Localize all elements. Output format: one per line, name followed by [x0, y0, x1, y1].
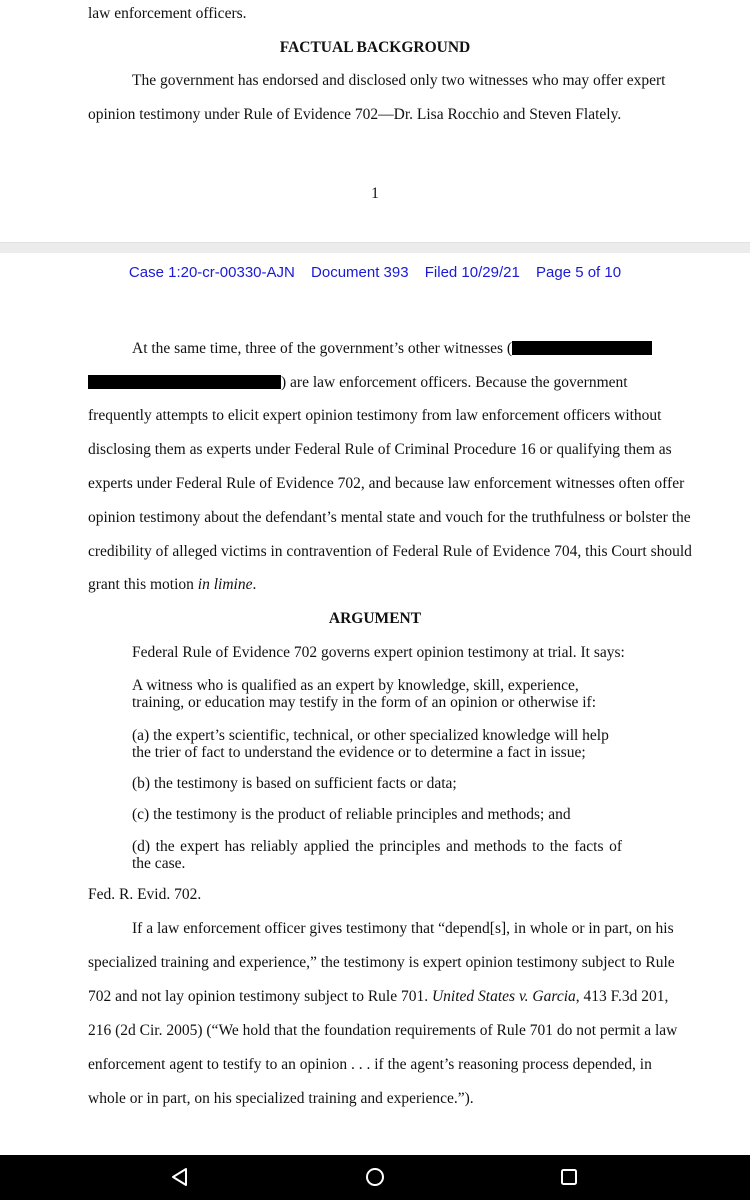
block-quote-item-b: (b) the testimony is based on sufficient facts or data; — [132, 775, 457, 792]
block-quote-item-d: (d) the expert has reliably applied the principles and methods to the facts of the case. — [132, 838, 622, 872]
case-citation: United States v. Garcia — [431, 988, 576, 1005]
paragraph-line: grant this motion in limine. — [88, 576, 257, 593]
paragraph-line: opinion testimony about the defendant’s mental state and vouch for the truthfulness or bolster the — [88, 509, 691, 526]
paragraph-line: credibility of alleged victims in contravention of Federal Rule of Evidence 704, this Court should — [88, 543, 692, 560]
document-number: Document 393 — [311, 264, 409, 281]
navigation-bar — [0, 1155, 750, 1200]
page-number: 1 — [371, 185, 379, 202]
triangle-back-icon — [170, 1167, 190, 1187]
paragraph-line: At the same time, three of the government’s other witnesses ( — [132, 340, 652, 358]
citation: Fed. R. Evid. 702. — [88, 886, 202, 903]
home-button[interactable] — [345, 1155, 405, 1200]
paragraph-line: frequently attempts to elicit expert opinion testimony from law enforcement officers without — [88, 407, 662, 424]
circle-home-icon — [365, 1167, 385, 1187]
case-header — [0, 264, 750, 281]
redaction-block — [512, 341, 652, 355]
paragraph-line: The government has endorsed and disclosed only two witnesses who may offer expert — [132, 72, 666, 89]
case-number: Case 1:20-cr-00330-AJN — [128, 264, 295, 281]
filed-date: Filed 10/29/21 — [424, 264, 520, 281]
square-recents-icon — [559, 1167, 579, 1187]
page-indicator: Page 5 of 10 — [536, 264, 622, 281]
paragraph-line: whole or in part, on his specialized training and experience.”). — [88, 1090, 474, 1107]
back-button[interactable] — [150, 1155, 210, 1200]
redaction-block — [88, 375, 281, 389]
paragraph-line: 216 (2d Cir. 2005) (“We hold that the foundation requirements of Rule 701 do not permit a law — [88, 1022, 678, 1039]
paragraph-line: ) are law enforcement officers. Because the government — [88, 374, 628, 392]
block-quote-item-c: (c) the testimony is the product of reliable principles and methods; and — [132, 806, 571, 823]
block-quote-intro: A witness who is qualified as an expert by knowledge, skill, experience, training, or education may testify in the form of an opinion or otherwise if: — [132, 677, 597, 711]
paragraph-line: disclosing them as experts under Federal Rule of Criminal Procedure 16 or qualifying them as — [88, 441, 672, 458]
section-heading-factual-background: FACTUAL BACKGROUND — [279, 39, 471, 56]
paragraph-line: opinion testimony under Rule of Evidence 702—Dr. Lisa Rocchio and Steven Flately. — [88, 106, 622, 123]
previous-page — [0, 0, 750, 242]
paragraph-line: Federal Rule of Evidence 702 governs expert opinion testimony at trial. It says: — [132, 644, 625, 661]
recents-button[interactable] — [539, 1155, 599, 1200]
paragraph-line: If a law enforcement officer gives testimony that “depend[s], in whole or in part, on his — [132, 920, 674, 937]
paragraph-line: specialized training and experience,” the testimony is expert opinion testimony subject to Rule — [88, 954, 675, 971]
paragraph-line: 702 and not lay opinion testimony subject to Rule 701. United States v. Garcia, 413 F.3d 201, — [88, 988, 669, 1005]
block-quote-item-a: (a) the expert’s scientific, technical, or other specialized knowledge will help the trier of fact to understand the evidence or to determine a fact in issue; — [132, 727, 609, 761]
paragraph-line: enforcement agent to testify to an opinion . . . if the agent’s reasoning process depended, in — [88, 1056, 652, 1073]
section-heading-argument: ARGUMENT — [328, 610, 422, 627]
text-fragment: law enforcement officers. — [88, 5, 247, 22]
paragraph-line: experts under Federal Rule of Evidence 702, and because law enforcement witnesses often offer — [88, 475, 685, 492]
